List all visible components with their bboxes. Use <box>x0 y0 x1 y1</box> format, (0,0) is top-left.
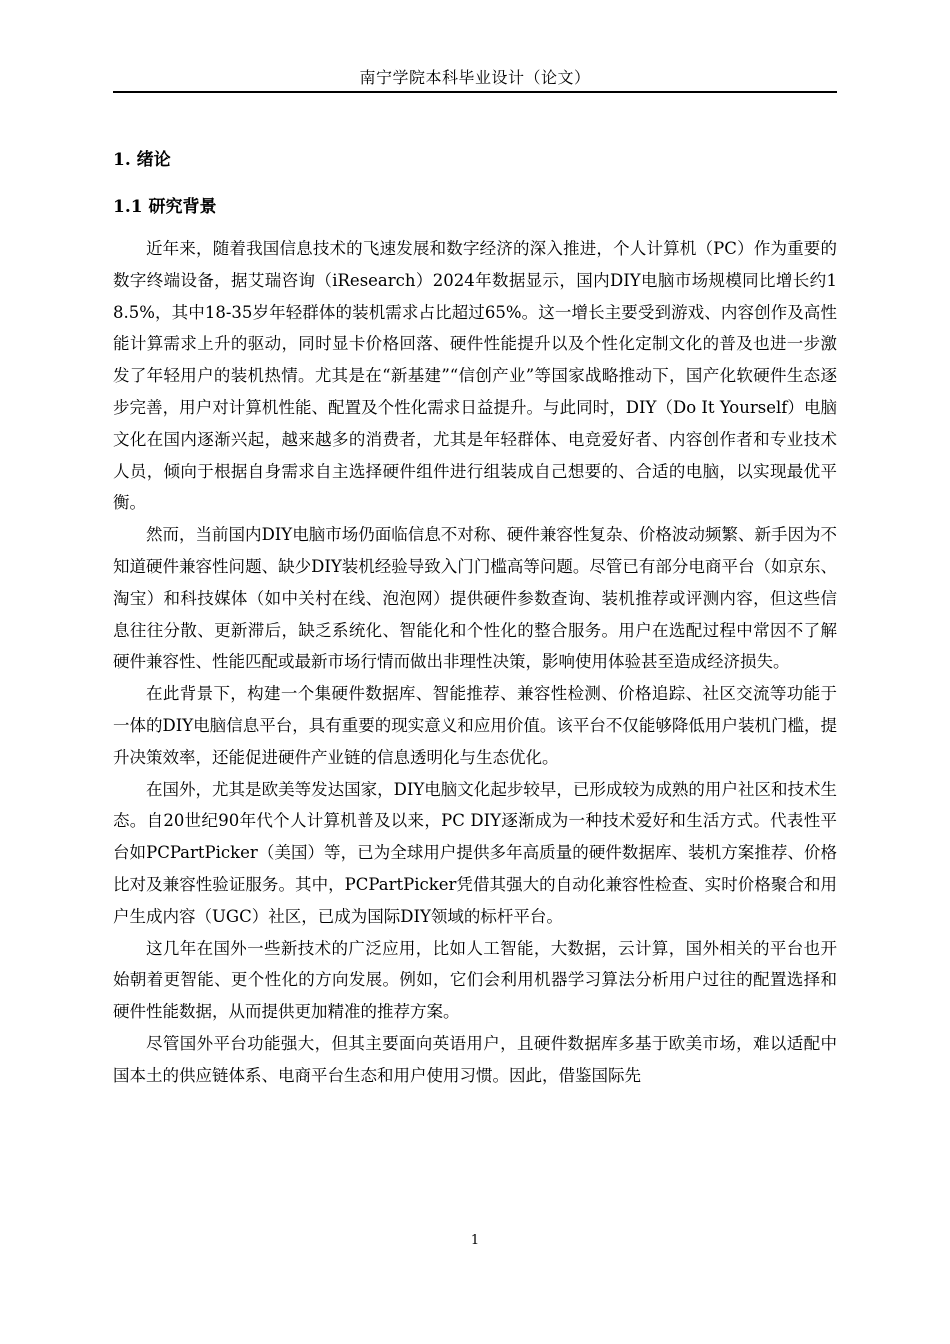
paragraph-2: 然而，当前国内DIY电脑市场仍面临信息不对称、硬件兼容性复杂、价格波动频繁、新手因为不知道硬件兼容性问题、缺少DIY装机经验导致入门门槛高等问题。尽管已有部分电商平台（如京东、淘宝）和科技媒体（如中关村在线、泡泡网）提供硬件参数查询、装机推荐或评测内容，但这些信息往往分散、更新滞后，缺乏系统化、智能化和个性化的整合服务。用户在选配过程中常因不了解硬件兼容性、性能匹配或最新市场行情而做出非理性决策，影响使用体验甚至造成经济损失。 <box>113 525 837 672</box>
header-rule <box>113 91 837 93</box>
paragraph-1: 近年来，随着我国信息技术的飞速发展和数字经济的深入推进，个人计算机（PC）作为重要的数字终端设备，据艾瑞咨询（iResearch）2024年数据显示，国内DIY电脑市场规模同比增长约18.5%，其中18-35岁年轻群体的装机需求占比超过65%。这一增长主要受到游戏、内容创作及高性能计算需求上升的驱动，同时显卡价格回落、硬件性能提升以及个性化定制文化的普及也进一步激发了年轻用户的装机热情。尤其是在“新基建”“信创产业”等国家战略推动下，国产化软硬件生态逐步完善，用户对计算机性能、配置及个性化需求日益提升。与此同时，DIY（Do It Yourself）电脑文化在国内逐渐兴起，越来越多的消费者，尤其是年轻群体、电竞爱好者、内容创作者和专业技术人员，倾向于根据自身需求自主选择硬件组件进行组装成自己想要的、合适的电脑，以实现最优平衡。 <box>113 239 837 513</box>
paragraph-4: 在国外，尤其是欧美等发达国家，DIY电脑文化起步较早，已形成较为成熟的用户社区和技术生态。自20世纪90年代个人计算机普及以来，PC DIY逐渐成为一种技术爱好和生活方式。代表性平台如PCPartPicker（美国）等，已为全球用户提供多年高质量的硬件数据库、装机方案推荐、价格比对及兼容性验证服务。其中，PCPartPicker凭借其强大的自动化兼容性检查、实时价格聚合和用户生成内容（UGC）社区，已成为国际DIY领域的标杆平台。 <box>113 779 837 926</box>
paragraph-3: 在此背景下，构建一个集硬件数据库、智能推荐、兼容性检测、价格追踪、社区交流等功能于一体的DIY电脑信息平台，具有重要的现实意义和应用价值。该平台不仅能够降低用户装机门槛，提升决策效率，还能促进硬件产业链的信息透明化与生态优化。 <box>113 684 837 767</box>
paragraph-5: 这几年在国外一些新技术的广泛应用，比如人工智能，大数据，云计算，国外相关的平台也开始朝着更智能、更个性化的方向发展。例如，它们会利用机器学习算法分析用户过往的配置选择和硬件性能数据，从而提供更加精准的推荐方案。 <box>113 938 837 1022</box>
page-number: 1 <box>470 1233 480 1248</box>
page-body <box>113 140 837 1092</box>
running-header: 南宁学院本科毕业设计（论文） <box>359 68 591 87</box>
chapter-heading: 1. 绪论 <box>113 150 171 170</box>
section-heading: 1.1 研究背景 <box>113 197 217 217</box>
paragraph-6: 尽管国外平台功能强大，但其主要面向英语用户，且硬件数据库多基于欧美市场，难以适配中国本土的供应链体系、电商平台生态和用户使用习惯。因此，借鉴国际先 <box>113 1033 837 1085</box>
